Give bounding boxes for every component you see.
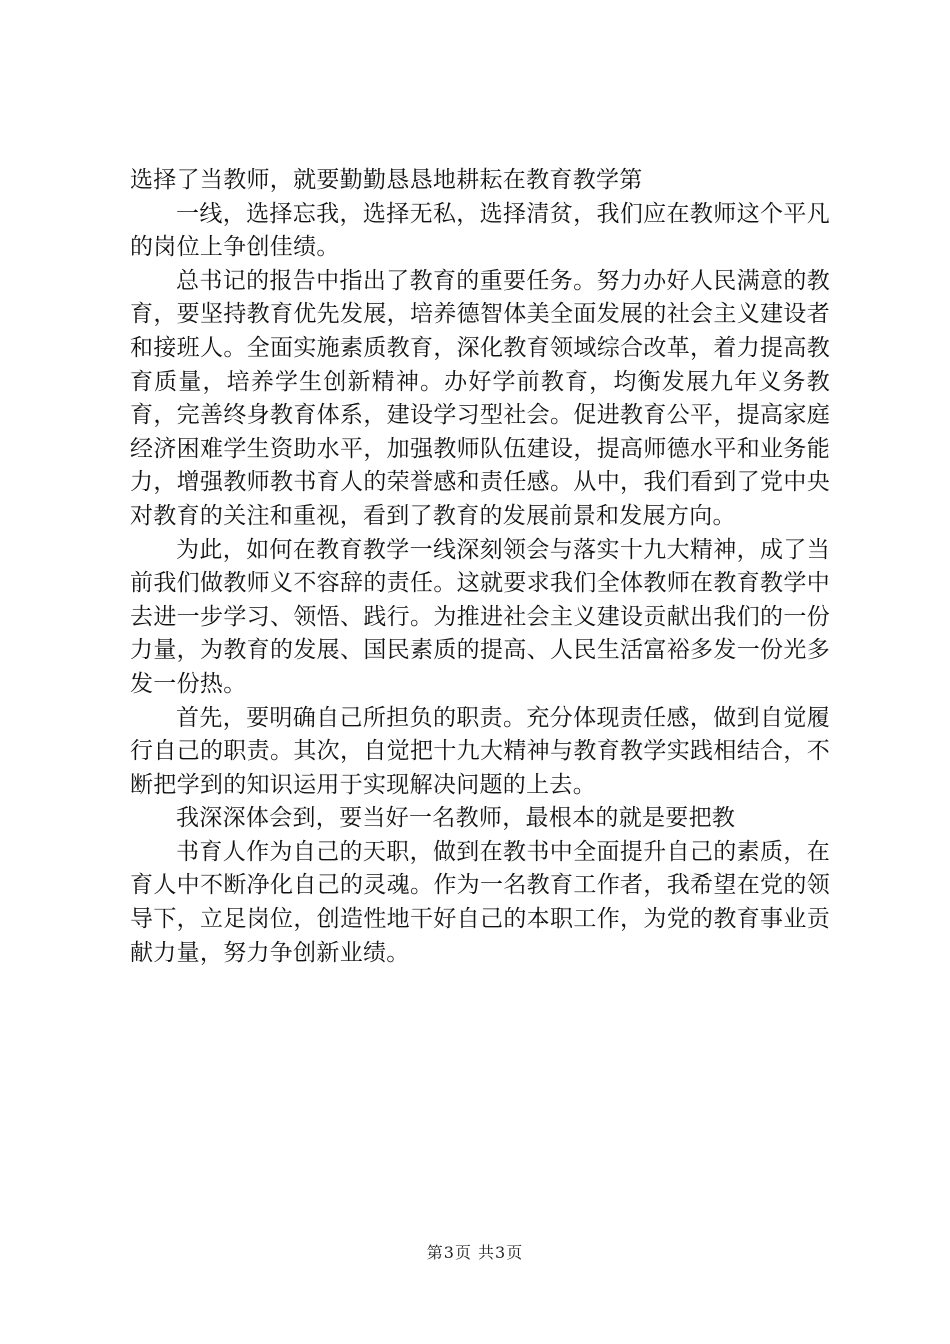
- paragraph-4: 为此，如何在教育教学一线深刻领会与落实十九大精神，成了当前我们做教师义不容辞的责任。这就要求我们全体教师在教育教学中去进一步学习、领悟、践行。为推进社会主义建设贡献出我们的一份力量，为教育的发展、国民素质的提高、人民生活富裕多发一份光多发一份热。: [130, 536, 830, 697]
- page-footer: [0, 1243, 950, 1263]
- document-body: [130, 164, 830, 970]
- paragraph-6: 我深深体会到，要当好一名教师，最根本的就是要把教: [176, 805, 736, 832]
- page-number: 第3页 共3页: [426, 1243, 524, 1262]
- paragraph-5: 首先，要明确自己所担负的职责。充分体现责任感，做到自觉履行自己的职责。其次，自觉把十九大精神与教育教学实践相结合，不断把学到的知识运用于实现解决问题的上去。: [130, 704, 830, 798]
- paragraph-3: 总书记的报告中指出了教育的重要任务。努力办好人民满意的教育，要坚持教育优先发展，培养德智体美全面发展的社会主义建设者和接班人。全面实施素质教育，深化教育领域综合改革，着力提高教育质量，培养学生创新精神。办好学前教育，均衡发展九年义务教育，完善终身教育体系，建设学习型社会。促进教育公平，提高家庭经济困难学生资助水平，加强教师队伍建设，提高师德水平和业务能力，增强教师教书育人的荣誉感和责任感。从中，我们看到了党中央对教育的关注和重视，看到了教育的发展前景和发展方向。: [130, 267, 830, 529]
- paragraph-2: 一线，选择忘我，选择无私，选择清贫，我们应在教师这个平凡的岗位上争创佳绩。: [130, 200, 830, 261]
- paragraph-7: 书育人作为自己的天职，做到在教书中全面提升自己的素质，在育人中不断净化自己的灵魂。作为一名教育工作者，我希望在党的领导下，立足岗位，创造性地干好自己的本职工作，为党的教育事业贡献力量，努力争创新业绩。: [130, 838, 830, 966]
- paragraph-1: 选择了当教师，就要勤勤恳恳地耕耘在教育教学第: [130, 167, 643, 193]
